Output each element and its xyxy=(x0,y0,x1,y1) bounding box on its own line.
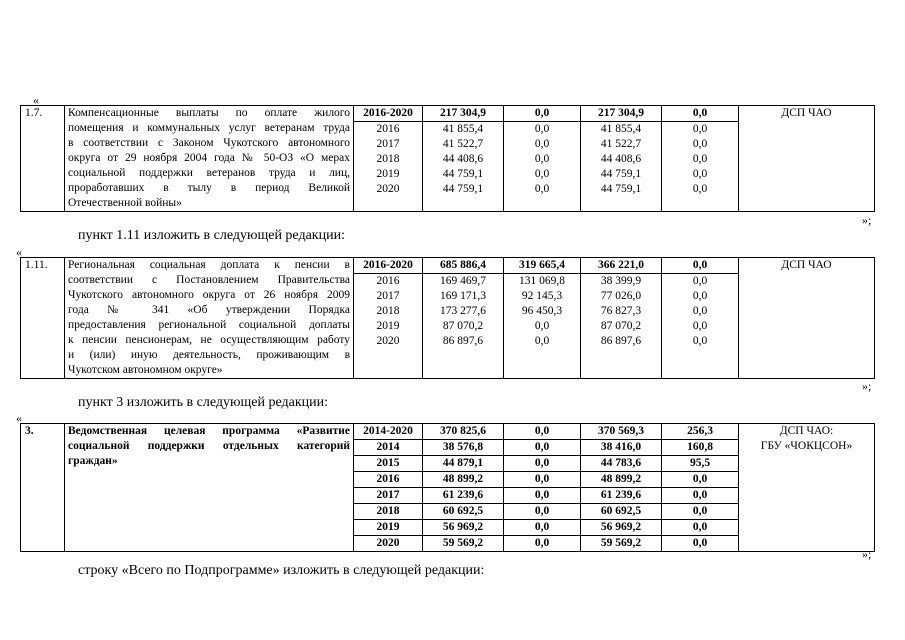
value-cell: 0,0 xyxy=(692,305,708,317)
value-cell: 2018 xyxy=(376,305,400,317)
value-cell: 61 239,6 xyxy=(423,488,503,504)
value-cell: 2018 xyxy=(354,504,422,520)
value-cell: 370 569,3 xyxy=(581,424,661,440)
value-cell: 0,0 xyxy=(534,335,550,347)
value-cell: 0,0 xyxy=(504,106,580,122)
description-line: социальной поддержки ветеранов труда и лиц, xyxy=(68,167,350,179)
federal-column xyxy=(504,106,581,212)
value-cell: 59 569,2 xyxy=(600,537,642,549)
value-cell: 2019 xyxy=(354,520,422,536)
value-cell: 44 408,6 xyxy=(600,153,642,165)
description-line: социальной поддержки отдельных категорий xyxy=(68,440,350,452)
value-cell: 2020 xyxy=(376,335,400,347)
value-cell: 2017 xyxy=(376,138,400,150)
description-line: Ведомственная целевая программа «Развитие xyxy=(68,425,350,437)
total-column xyxy=(423,106,504,212)
description-line: Отечественной войны» xyxy=(68,197,182,209)
value-cell: 0,0 xyxy=(662,106,738,122)
row-number: 1.7. xyxy=(21,106,65,212)
total-column xyxy=(423,424,504,552)
value-cell: 0,0 xyxy=(662,488,738,504)
instruction-paragraph: пункт 3 изложить в следующей редакции: xyxy=(78,395,328,410)
value-cell: 0,0 xyxy=(534,168,550,180)
value-cell: 0,0 xyxy=(662,520,738,536)
value-cell: 0,0 xyxy=(534,183,550,195)
description-line: и (или) иную деятельность, проживающим в xyxy=(68,349,350,361)
value-cell: 44 408,6 xyxy=(442,153,484,165)
value-cell: 0,0 xyxy=(504,504,580,520)
value-cell: 44 759,1 xyxy=(442,168,484,180)
responsible-line: ДСП ЧАО: xyxy=(779,425,834,437)
value-cell: 60 692,5 xyxy=(423,504,503,520)
value-cell: 44 783,6 xyxy=(581,456,661,472)
value-cell: 319 665,4 xyxy=(504,258,580,274)
value-cell: 59 569,2 xyxy=(442,537,484,549)
value-cell: 2016 xyxy=(376,123,400,135)
value-cell: 77 026,0 xyxy=(600,290,642,302)
value-cell: 2020 xyxy=(376,183,400,195)
value-cell: 370 825,6 xyxy=(423,424,503,440)
value-cell: 0,0 xyxy=(662,472,738,488)
years-column xyxy=(354,258,423,379)
value-cell: 0,0 xyxy=(692,537,708,549)
years-column xyxy=(354,106,423,212)
value-cell: 0,0 xyxy=(692,183,708,195)
value-cell: 48 899,2 xyxy=(423,472,503,488)
value-cell: 0,0 xyxy=(692,153,708,165)
value-cell: 0,0 xyxy=(692,123,708,135)
description-line: к пенсии пенсионерам, не осуществляющим работу xyxy=(68,334,350,346)
open-quote: « xyxy=(16,411,22,425)
value-cell: 61 239,6 xyxy=(581,488,661,504)
value-cell: 2014-2020 xyxy=(354,424,422,440)
value-cell: 0,0 xyxy=(534,138,550,150)
value-cell: 0,0 xyxy=(692,168,708,180)
value-cell: 76 827,3 xyxy=(600,305,642,317)
value-cell: 2016 xyxy=(376,275,400,287)
value-cell: 2017 xyxy=(376,290,400,302)
value-cell: 56 969,2 xyxy=(423,520,503,536)
value-cell: 44 759,1 xyxy=(600,168,642,180)
table-row-1-11 xyxy=(20,257,875,379)
other-column xyxy=(662,106,739,212)
value-cell: 38 576,8 xyxy=(423,440,503,456)
value-cell: 217 304,9 xyxy=(423,106,503,122)
value-cell: 2018 xyxy=(376,153,400,165)
value-cell: 169 171,3 xyxy=(440,290,486,302)
value-cell: 41 522,7 xyxy=(442,138,484,150)
description-line: года № 341 «Об утверждении Порядка xyxy=(68,304,350,316)
table-row-1-7 xyxy=(20,105,875,212)
regional-column xyxy=(581,424,662,552)
value-cell: 0,0 xyxy=(662,504,738,520)
description-line: проработавших в тылу в период Великой xyxy=(68,182,350,194)
close-quote: »; xyxy=(862,379,872,393)
value-cell: 2016-2020 xyxy=(354,258,422,274)
value-cell: 38 399,9 xyxy=(600,275,642,287)
description-line: округа от 29 ноября 2004 года № 50-ОЗ «О мерах xyxy=(68,152,350,164)
instruction-paragraph: пункт 1.11 изложить в следующей редакции: xyxy=(78,228,345,243)
value-cell: 0,0 xyxy=(504,520,580,536)
value-cell: 0,0 xyxy=(504,424,580,440)
other-column xyxy=(662,258,739,379)
value-cell: 0,0 xyxy=(692,275,708,287)
value-cell: 96 450,3 xyxy=(521,305,563,317)
description-line: Чукотском автономном округе» xyxy=(68,364,223,376)
value-cell: 217 304,9 xyxy=(581,106,661,122)
value-cell: 0,0 xyxy=(534,320,550,332)
description-line: Региональная социальная доплата к пенсии в xyxy=(68,259,350,271)
value-cell: 86 897,6 xyxy=(442,335,484,347)
description-line: помещения и коммунальных услуг ветеранам труда xyxy=(68,122,350,134)
value-cell: 2014 xyxy=(354,440,422,456)
value-cell: 44 759,1 xyxy=(442,183,484,195)
value-cell: 0,0 xyxy=(534,537,550,549)
value-cell: 48 899,2 xyxy=(581,472,661,488)
years-column xyxy=(354,424,423,552)
responsible-line: ГБУ «ЧОКЦСОН» xyxy=(760,440,853,452)
value-cell: 0,0 xyxy=(534,123,550,135)
value-cell: 87 070,2 xyxy=(442,320,484,332)
federal-column xyxy=(504,258,581,379)
value-cell: 56 969,2 xyxy=(581,520,661,536)
total-column xyxy=(423,258,504,379)
value-cell: 2017 xyxy=(354,488,422,504)
value-cell: 2019 xyxy=(376,320,400,332)
value-cell: 86 897,6 xyxy=(600,335,642,347)
value-cell: 0,0 xyxy=(692,290,708,302)
value-cell: 0,0 xyxy=(692,138,708,150)
federal-column xyxy=(504,424,581,552)
open-quote: « xyxy=(33,93,39,107)
value-cell: 685 886,4 xyxy=(423,258,503,274)
description-line: Компенсационные выплаты по оплате жилого xyxy=(68,107,350,119)
value-cell: 60 692,5 xyxy=(581,504,661,520)
other-column xyxy=(662,424,739,552)
description-line: предоставления региональной социальной доплаты xyxy=(68,319,350,331)
value-cell: 256,3 xyxy=(662,424,738,440)
description-line: Чукотского автономного округа от 26 ноября 2009 xyxy=(68,289,350,301)
row-number: 3. xyxy=(21,424,65,552)
regional-column xyxy=(581,258,662,379)
responsible xyxy=(739,424,875,552)
value-cell: 0,0 xyxy=(692,335,708,347)
value-cell: 169 469,7 xyxy=(440,275,486,287)
value-cell: 160,8 xyxy=(662,440,738,456)
value-cell: 2015 xyxy=(354,456,422,472)
value-cell: 44 879,1 xyxy=(423,456,503,472)
value-cell: 38 416,0 xyxy=(581,440,661,456)
value-cell: 2020 xyxy=(376,537,400,549)
value-cell: 131 069,8 xyxy=(519,275,565,287)
value-cell: 44 759,1 xyxy=(600,183,642,195)
responsible: ДСП ЧАО xyxy=(739,106,875,212)
description-line: в соответствии с Законом Чукотского автономного xyxy=(68,137,350,149)
close-quote: »; xyxy=(862,213,872,227)
value-cell: 0,0 xyxy=(692,320,708,332)
row-description xyxy=(65,424,354,552)
value-cell: 0,0 xyxy=(662,258,738,274)
value-cell: 95,5 xyxy=(662,456,738,472)
value-cell: 0,0 xyxy=(534,153,550,165)
value-cell: 0,0 xyxy=(504,488,580,504)
instruction-paragraph: строку «Всего по Подпрограмме» изложить в следующей редакции: xyxy=(78,563,485,578)
value-cell: 366 221,0 xyxy=(581,258,661,274)
value-cell: 2016-2020 xyxy=(354,106,422,122)
value-cell: 41 855,4 xyxy=(442,123,484,135)
open-quote: « xyxy=(16,245,22,259)
value-cell: 0,0 xyxy=(504,456,580,472)
regional-column xyxy=(581,106,662,212)
row-description xyxy=(65,258,354,379)
description-line: граждан» xyxy=(68,455,118,467)
responsible: ДСП ЧАО xyxy=(739,258,875,379)
value-cell: 173 277,6 xyxy=(440,305,486,317)
value-cell: 41 855,4 xyxy=(600,123,642,135)
description-line: соответствии с Постановлением Правительства xyxy=(68,274,350,286)
value-cell: 41 522,7 xyxy=(600,138,642,150)
value-cell: 87 070,2 xyxy=(600,320,642,332)
row-description xyxy=(65,106,354,212)
value-cell: 2019 xyxy=(376,168,400,180)
value-cell: 92 145,3 xyxy=(521,290,563,302)
value-cell: 0,0 xyxy=(504,472,580,488)
value-cell: 0,0 xyxy=(504,440,580,456)
table-row-3 xyxy=(20,423,875,552)
close-quote: »; xyxy=(862,547,872,561)
row-number: 1.11. xyxy=(21,258,65,379)
value-cell: 2016 xyxy=(354,472,422,488)
